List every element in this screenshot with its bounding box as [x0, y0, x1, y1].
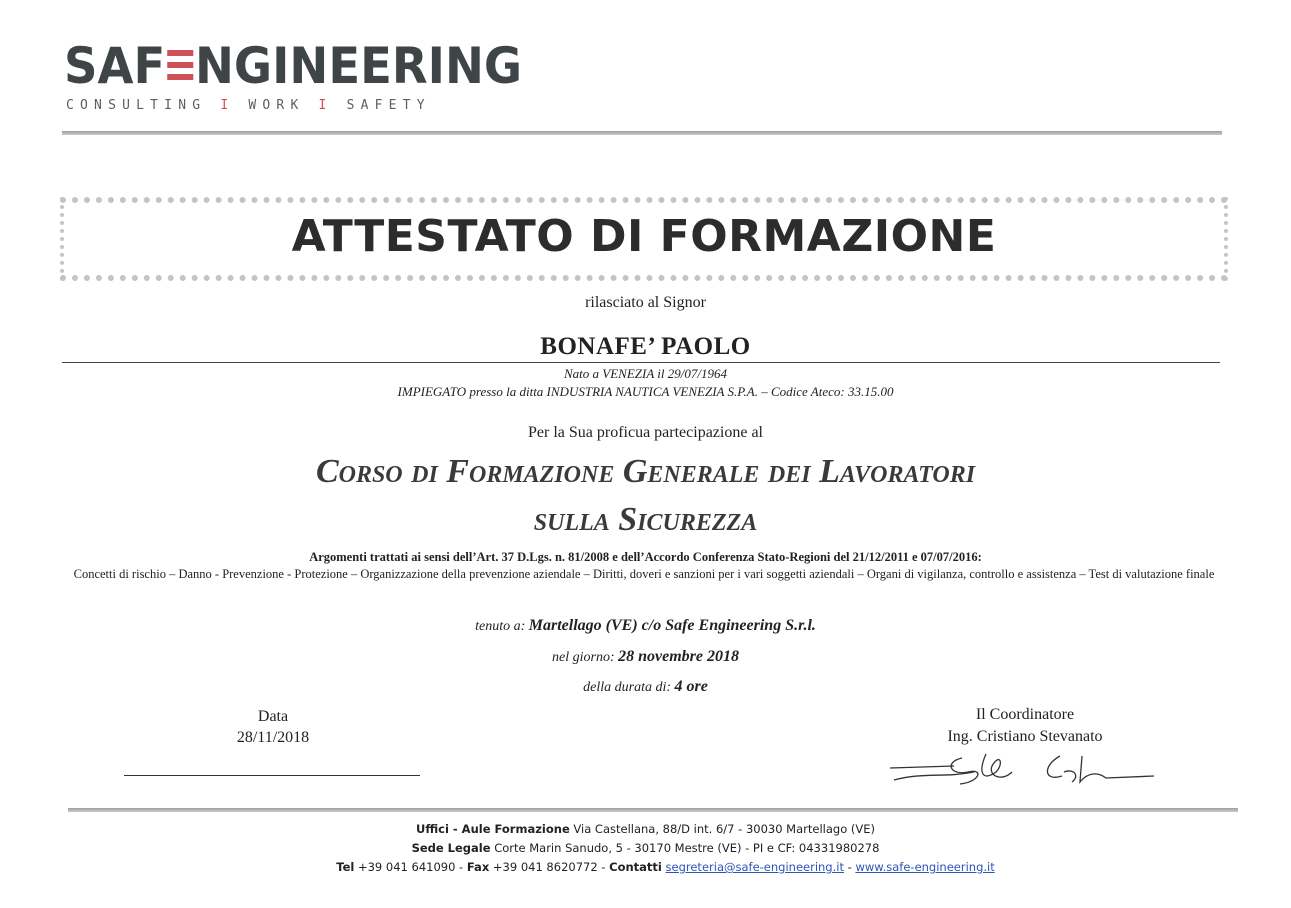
contacts-dash: -: [847, 860, 852, 874]
date-day-label: nel giorno:: [552, 650, 615, 665]
tel-value: +39 041 641090 -: [357, 860, 464, 874]
logo-e-bars-icon: [167, 46, 193, 84]
legal-address: Corte Marin Sanudo, 5 - 30170 Mestre (VE) - PI e CF: 04331980278: [494, 841, 880, 855]
header-divider: [62, 131, 1222, 135]
contacts-label: Contatti: [609, 860, 662, 874]
course-title-line-2: sulla Sicurezza: [533, 501, 758, 538]
fax-label: Fax: [466, 860, 490, 874]
legal-label: Sede Legale: [411, 841, 491, 855]
course-location: [0, 617, 1291, 635]
footer-divider: [68, 808, 1238, 812]
date-signature-line: [124, 775, 420, 776]
tagline-consulting: CONSULTING: [66, 98, 207, 113]
footer-contacts: [20, 860, 1291, 874]
logo-wordmark-left: SAF: [64, 37, 166, 95]
company-logo: [64, 36, 522, 96]
location-label: tenuto a:: [475, 619, 526, 634]
logo-tagline: [66, 98, 431, 113]
certificate-title: ATTESTATO DI FORMAZIONE: [291, 211, 997, 262]
coordinator-label: Il Coordinatore: [975, 706, 1075, 723]
issued-to-label: rilasciato al Signor: [585, 294, 706, 311]
website-link[interactable]: www.safe-engineering.it: [855, 860, 995, 874]
topics-text: Concetti di rischio – Danno - Prevenzione - Protezione – Organizzazione della prevenzione aziendale – Diritti, doveri e sanzioni per i vari soggetti aziendali – Organi di vigilanza, controllo e assistenza – Test di valutazione finale: [73, 567, 1215, 581]
location-value: Martellago (VE) c/o Safe Engineering S.r.l.: [528, 617, 816, 634]
tagline-safety: SAFETY: [346, 98, 431, 113]
footer-offices: [0, 822, 1291, 836]
issue-date-label: Data: [257, 708, 289, 725]
duration-label: della durata di:: [583, 680, 672, 695]
course-title: [0, 448, 1291, 544]
tagline-separator: I: [318, 98, 333, 113]
email-link[interactable]: segreteria@safe-engineering.it: [665, 860, 844, 874]
recipient-birth-info: Nato a VENEZIA il 29/07/1964: [564, 366, 727, 381]
footer-legal: [0, 841, 1291, 855]
issue-date-value: 28/11/2018: [236, 729, 310, 746]
fax-value: +39 041 8620772 -: [492, 860, 606, 874]
course-title-line-1: Corso di Formazione Generale dei Lavoratori: [315, 453, 976, 490]
name-divider: [62, 362, 1220, 363]
coordinator-name: Ing. Cristiano Stevanato: [947, 728, 1103, 745]
recipient-name: BONAFE’ PAOLO: [540, 333, 751, 360]
offices-address: Via Castellana, 88/D int. 6/7 - 30030 Martellago (VE): [573, 822, 876, 836]
coordinator-signature: [884, 742, 1164, 792]
recipient-job-info: IMPIEGATO presso la ditta INDUSTRIA NAUTICA VENEZIA S.P.A. – Codice Ateco: 33.15.00: [397, 384, 894, 399]
tagline-separator: I: [220, 98, 235, 113]
tel-label: Tel: [336, 860, 355, 874]
tagline-work: WORK: [248, 98, 305, 113]
date-day-value: 28 novembre 2018: [618, 648, 739, 665]
logo-wordmark-right: NGINEERING: [195, 37, 523, 95]
course-date: [0, 648, 1291, 666]
course-duration: [0, 678, 1291, 696]
duration-value: 4 ore: [674, 678, 708, 695]
participation-label: Per la Sua proficua partecipazione al: [528, 424, 763, 441]
topics-heading: Argomenti trattati ai sensi dell’Art. 37 D.Lgs. n. 81/2008 e dell’Accordo Conferenza Stato-Regioni del 21/12/2011 e 07/07/2016:: [309, 550, 982, 564]
offices-label: Uffici - Aule Formazione: [415, 822, 570, 836]
